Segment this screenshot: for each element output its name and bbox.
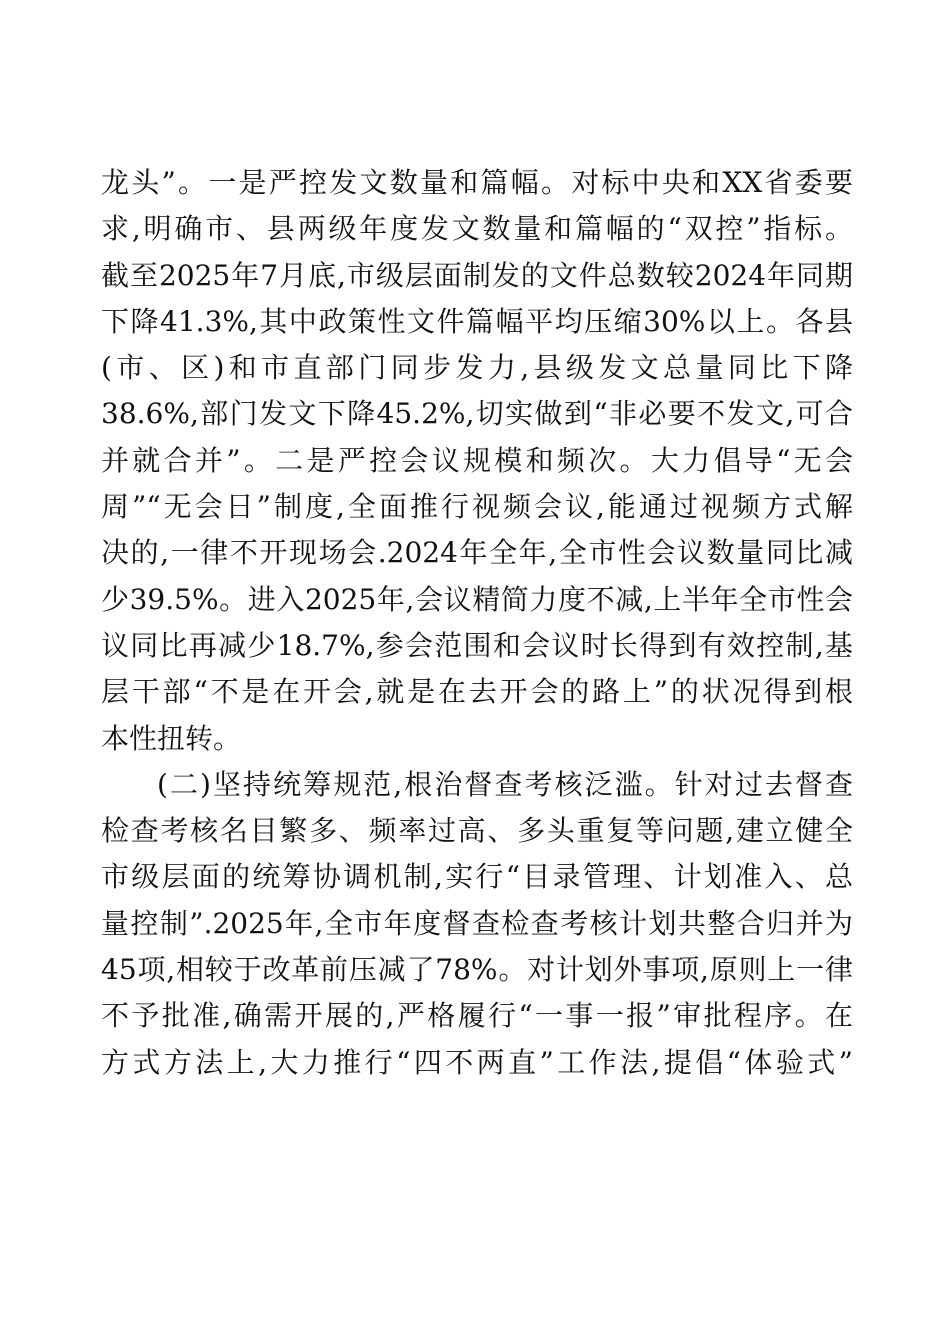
text-line: 不予批准,确需开展的,严格履行“一事一报”审批程序。在 [101, 999, 853, 1033]
text-line: 45项,相较于改革前压减了78%。对计划外事项,原则上一律 [101, 953, 853, 987]
text-line: 龙头”。一是严控发文数量和篇幅。对标中央和XX省委要 [101, 166, 853, 199]
text-line: 截至2025年7月底,市级层面制发的文件总数较2024年同期 [101, 258, 853, 292]
text-line: (市、区)和市直部门同步发力,县级发文总量同比下降 [101, 351, 853, 385]
text-line: 38.6%,部门发文下降45.2%,切实做到“非必要不发文,可合 [101, 397, 853, 431]
section-heading-line: (二)坚持统筹规范,根治督查考核泛滥。针对过去督查 [157, 767, 853, 801]
text-line: 议同比再减少18.7%,参会范围和会议时长得到有效控制,基 [101, 628, 853, 662]
body-text [101, 160, 853, 1086]
text-line: 少39.5%。进入2025年,会议精简力度不减,上半年全市性会 [101, 582, 853, 616]
text-line: 量控制”.2025年,全市年度督查检查考核计划共整合归并为 [101, 906, 853, 940]
text-line: 市级层面的统筹协调机制,实行“目录管理、计划准入、总 [101, 860, 853, 894]
text-line: 周”“无会日”制度,全面推行视频会议,能通过视频方式解 [101, 490, 853, 524]
text-line: 并就合并”。二是严控会议规模和频次。大力倡导“无会 [101, 443, 853, 477]
text-line: 下降41.3%,其中政策性文件篇幅平均压缩30%以上。各县 [101, 304, 853, 338]
text-line: 方式方法上,大力推行“四不两直”工作法,提倡“体验式” [101, 1045, 853, 1079]
text-line: 检查考核名目繁多、频率过高、多头重复等问题,建立健全 [101, 814, 853, 848]
text-line: 层干部“不是在开会,就是在去开会的路上”的状况得到根 [101, 675, 853, 709]
text-line: 决的,一律不开现场会.2024年全年,全市性会议数量同比减 [101, 536, 853, 570]
text-line: 求,明确市、县两级年度发文数量和篇幅的“双控”指标。 [101, 212, 853, 246]
paragraph-last-line: 本性扭转。 [101, 721, 242, 755]
